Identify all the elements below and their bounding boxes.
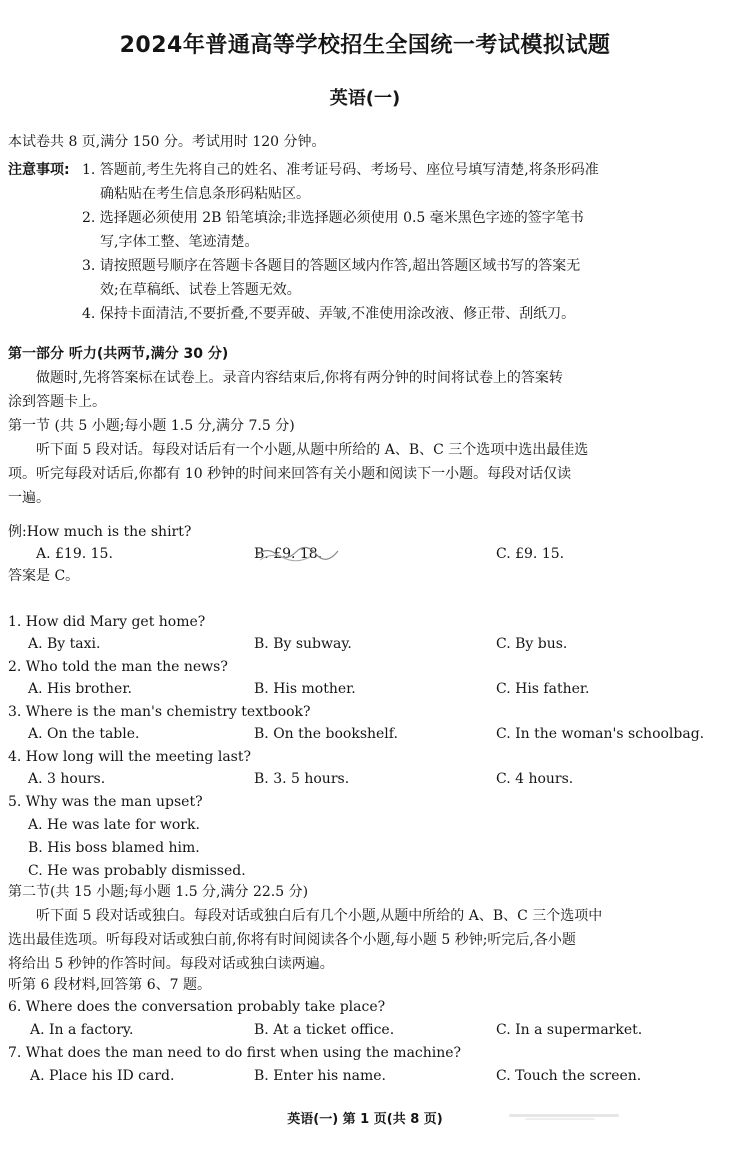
notice-label: 注意事项:: [8, 162, 70, 178]
section1-instruction: 一遍。: [8, 490, 50, 506]
question-text: 2. Who told the man the news?: [8, 659, 228, 675]
material-note: 听第 6 段材料,回答第 6、7 题。: [8, 977, 211, 993]
notice-line: 效;在草稿纸、试卷上答题无效。: [100, 282, 301, 298]
section2-instruction: 听下面 5 段对话或独白。每段对话或独白后有几个小题,从题中所给的 A、B、C 三个选项中: [36, 908, 603, 924]
option-c: C. Touch the screen.: [496, 1068, 642, 1084]
option-a: A. He was late for work.: [28, 817, 200, 833]
option-a: A. His brother.: [28, 681, 132, 697]
question-options: [8, 724, 724, 744]
question-options: [8, 634, 724, 654]
option-c: C. £9. 15.: [496, 546, 565, 562]
question-options: [8, 679, 724, 699]
option-b: B. On the bookshelf.: [254, 726, 398, 742]
faded-watermark-mark: [505, 1108, 625, 1124]
question-text: 1. How did Mary get home?: [8, 614, 206, 630]
question-text: 4. How long will the meeting last?: [8, 749, 251, 765]
option-b: B. Enter his name.: [254, 1068, 386, 1084]
section1-instruction: 听下面 5 段对话。每段对话后有一个小题,从题中所给的 A、B、C 三个选项中选出最佳选: [36, 442, 589, 458]
option-c: C. His father.: [496, 681, 590, 697]
option-b: B. £9. 18.: [254, 546, 323, 562]
notice-line: 2. 选择题必须使用 2B 铅笔填涂;非选择题必须使用 0.5 毫米黑色字迹的签字笔书: [82, 210, 584, 226]
exam-title: 2024年普通高等学校招生全国统一考试模拟试题: [119, 33, 611, 58]
notice-line: 写,字体工整、笔迹清楚。: [100, 234, 259, 250]
option-b: B. 3. 5 hours.: [254, 771, 350, 787]
part1-heading: 第一部分 听力(共两节,满分 30 分): [8, 346, 229, 362]
exam-summary: 本试卷共 8 页,满分 150 分。考试用时 120 分钟。: [8, 134, 326, 150]
page-footer: 英语(一) 第 1 页(共 8 页): [287, 1112, 443, 1127]
notice-line: 1. 答题前,考生先将自己的姓名、准考证号码、考场号、座位号填写清楚,将条形码准: [82, 162, 599, 178]
option-b: B. By subway.: [254, 636, 352, 652]
option-a: A. £19. 15.: [36, 546, 113, 562]
question-text: 5. Why was the man upset?: [8, 794, 203, 810]
notice-line: 4. 保持卡面清洁,不要折叠,不要弄破、弄皱,不准使用涂改液、修正带、刮纸刀。: [82, 306, 576, 322]
question-text: 6. Where does the conversation probably take place?: [8, 999, 386, 1015]
option-c: C. He was probably dismissed.: [28, 863, 246, 879]
option-c: C. In the woman's schoolbag.: [496, 726, 705, 742]
question-text: 3. Where is the man's chemistry textbook?: [8, 704, 311, 720]
option-a: A. In a factory.: [30, 1022, 134, 1038]
notice-line: 确粘贴在考生信息条形码粘贴区。: [100, 186, 310, 202]
exam-subject: 英语(一): [329, 88, 401, 109]
option-b: B. His mother.: [254, 681, 356, 697]
section1-instruction: 项。听完每段对话后,你都有 10 秒钟的时间来回答有关小题和阅读下一小题。每段对话仅读: [8, 466, 572, 482]
example-question: 例:How much is the shirt?: [8, 524, 192, 540]
section2-instruction: 选出最佳选项。听每段对话或独白前,你将有时间阅读各个小题,每小题 5 秒钟;听完后,各小题: [8, 932, 576, 948]
option-c: C. 4 hours.: [496, 771, 574, 787]
question-options: [8, 769, 724, 789]
option-a: A. On the table.: [28, 726, 140, 742]
example-answer: 答案是 C。: [8, 568, 80, 584]
option-a: A. Place his ID card.: [30, 1068, 175, 1084]
option-a: A. 3 hours.: [28, 771, 106, 787]
option-c: C. In a supermarket.: [496, 1022, 643, 1038]
section1-heading: 第一节 (共 5 小题;每小题 1.5 分,满分 7.5 分): [8, 418, 295, 434]
pencil-scribble-mark: [252, 542, 342, 564]
part1-instruction: 做题时,先将答案标在试卷上。录音内容结束后,你将有两分钟的时间将试卷上的答案转: [36, 370, 563, 386]
option-c: C. By bus.: [496, 636, 568, 652]
question-text: 7. What does the man need to do first when using the machine?: [8, 1045, 462, 1061]
option-b: B. At a ticket office.: [254, 1022, 395, 1038]
option-b: B. His boss blamed him.: [28, 840, 200, 856]
example-options: [8, 544, 724, 564]
question-options: [8, 1020, 724, 1040]
notice-line: 3. 请按照题号顺序在答题卡各题目的答题区域内作答,超出答题区域书写的答案无: [82, 258, 581, 274]
part1-instruction: 涂到答题卡上。: [8, 394, 106, 410]
section2-heading: 第二节(共 15 小题;每小题 1.5 分,满分 22.5 分): [8, 884, 309, 900]
option-a: A. By taxi.: [28, 636, 101, 652]
section2-instruction: 将给出 5 秒钟的作答时间。每段对话或独白读两遍。: [8, 956, 334, 972]
question-options: [8, 1066, 724, 1086]
